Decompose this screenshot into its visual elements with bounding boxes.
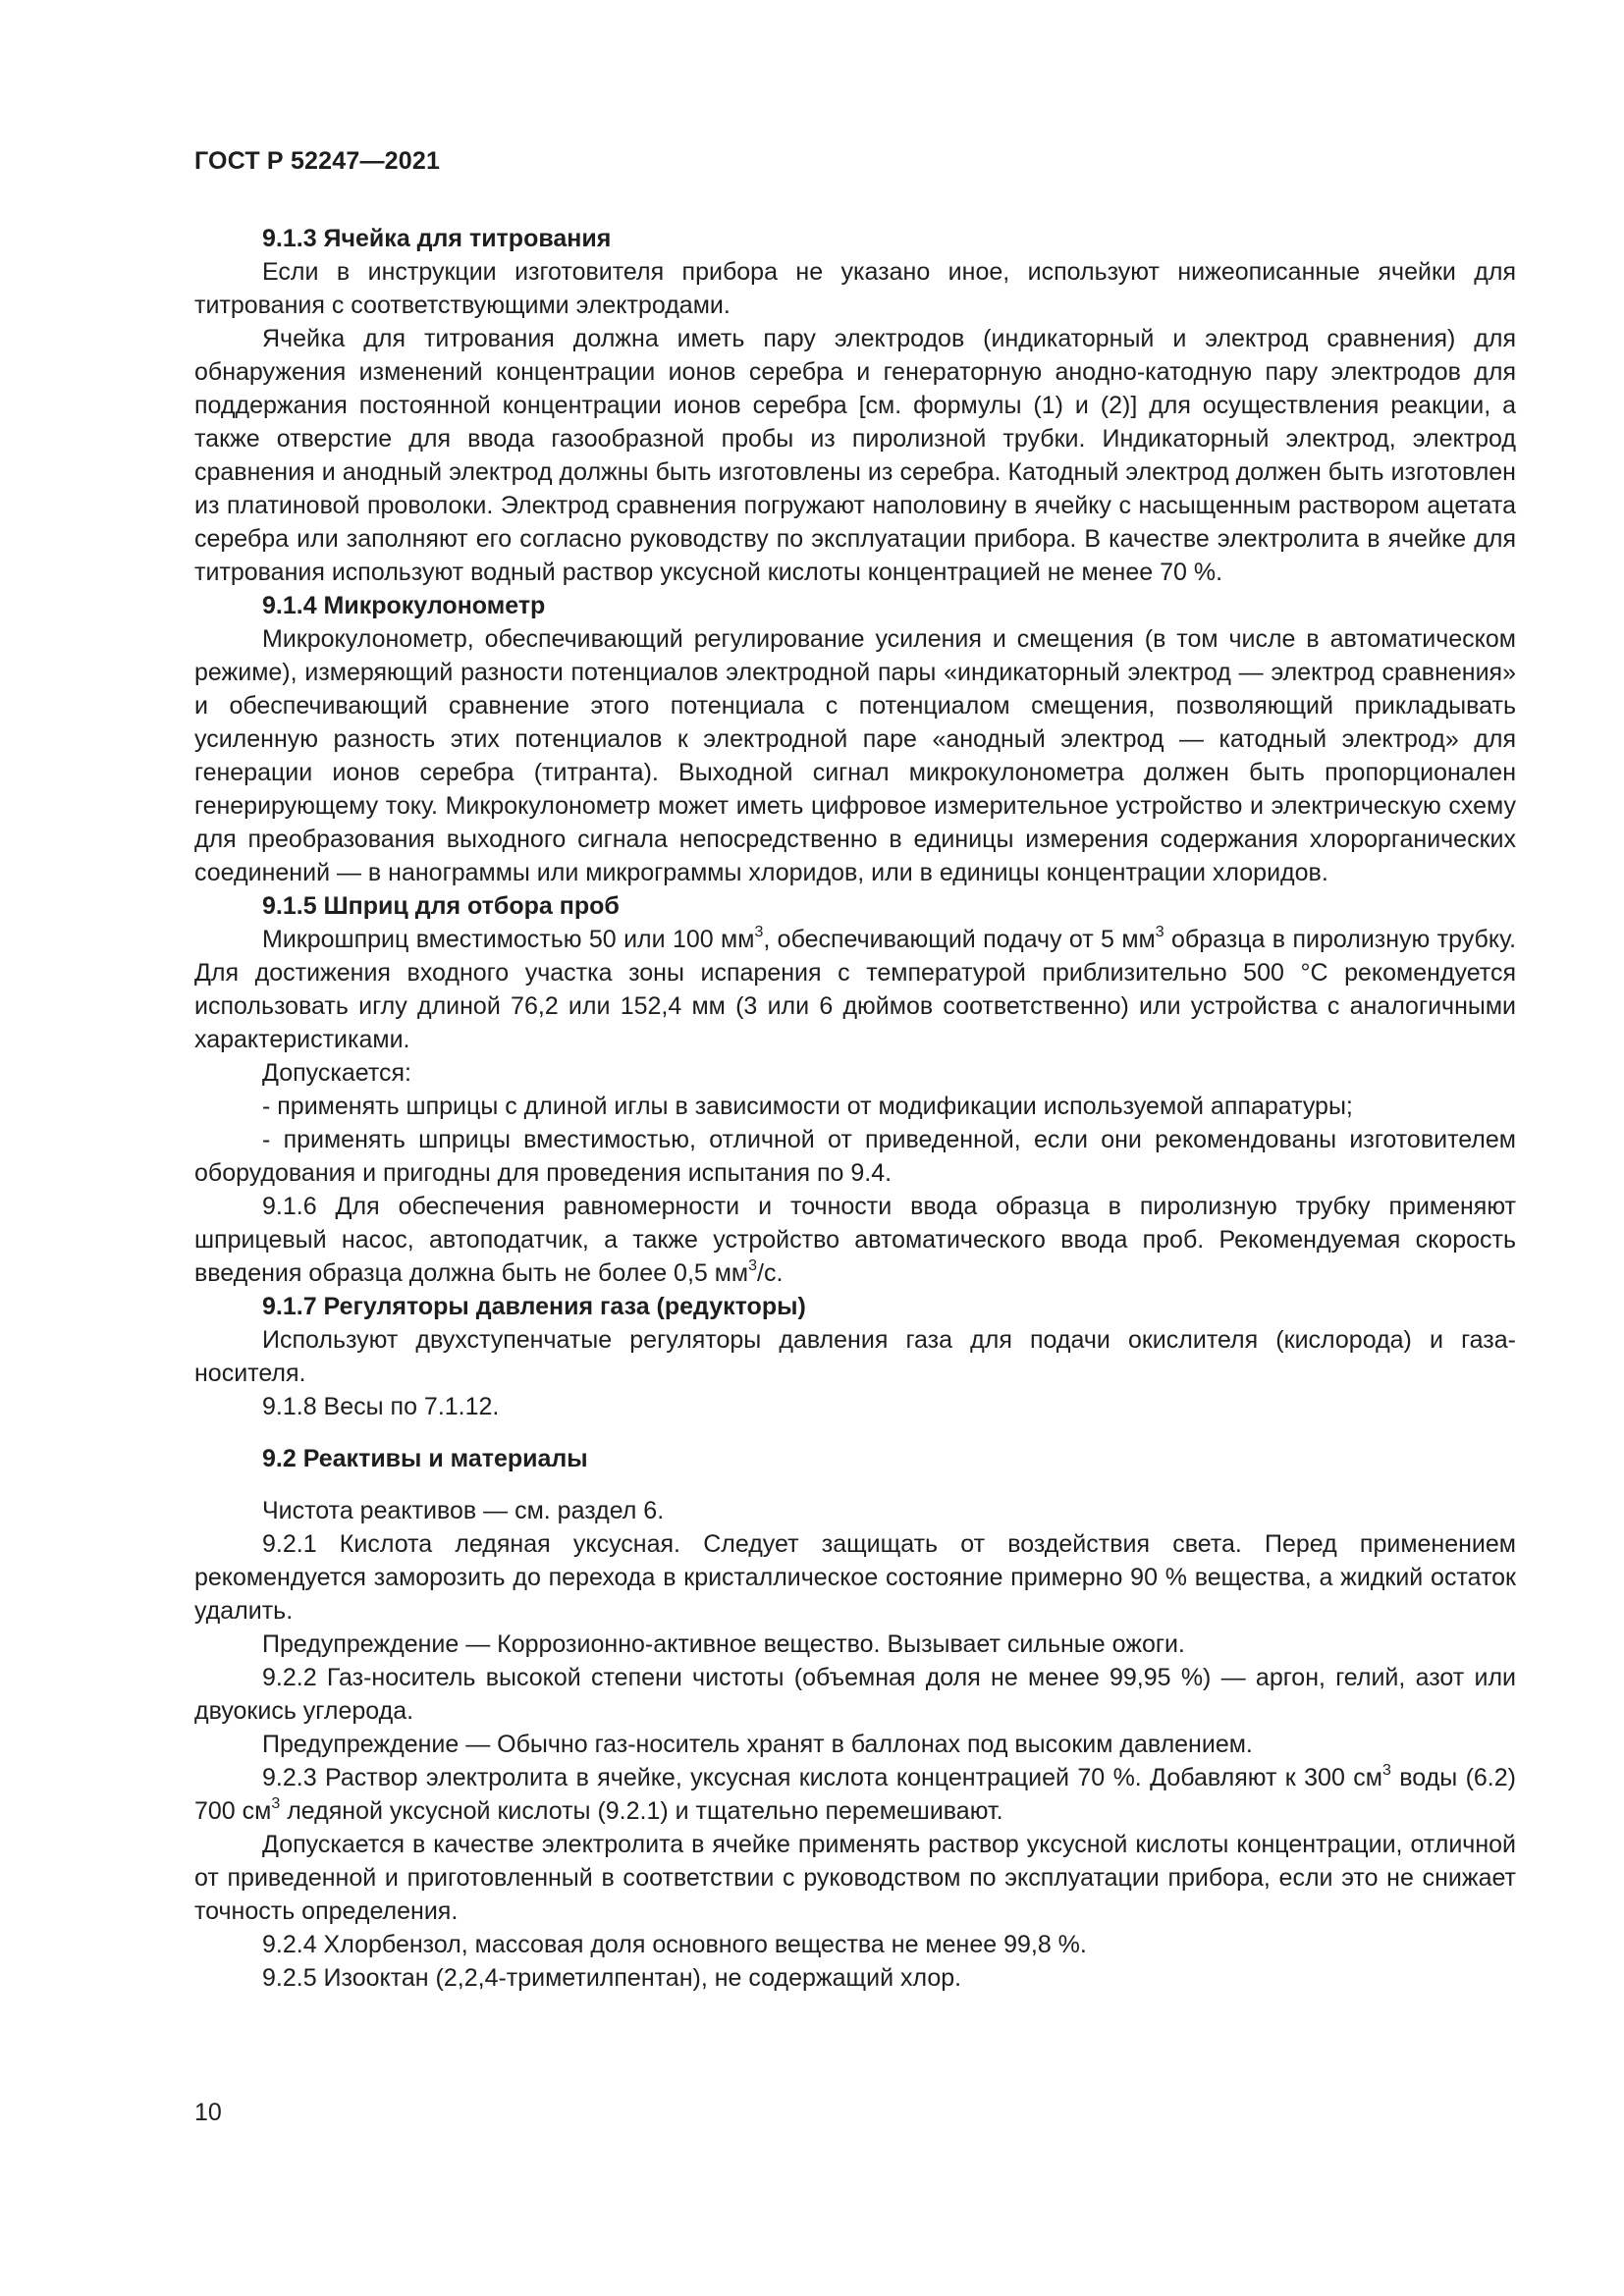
paragraph-9-2-4: 9.2.4 Хлорбензол, массовая доля основного вещества не менее 99,8 %. bbox=[262, 1931, 1087, 1958]
paragraph-9-1-6: 9.1.6 Для обеспечения равномерности и точности ввода образца в пиролизную трубку применяют шприцевый насос, автоподатчик, а также устройство автоматического ввода проб. Рекомендуемая скорость введения образца должна быть не более 0,5 $мм^3/с$. bbox=[194, 1193, 1516, 1287]
paragraph: Используют двухступенчатые регуляторы давления газа для подачи окислителя (кислорода) и газа-носителя. bbox=[194, 1326, 1516, 1387]
paragraph: Если в инструкции изготовителя прибора не указано иное, используют нижеописанные ячейки для титрования с соответствующими электродами. bbox=[194, 258, 1516, 319]
paragraph-9-2-2: 9.2.2 Газ-носитель высокой степени чистоты (объемная доля не менее 99,95 %) — аргон, гелий, азот или двуокись углерода. bbox=[194, 1664, 1516, 1725]
list-item: - применять шприцы вместимостью, отличной от приведенной, если они рекомендованы изготовителем оборудования и пригодны для проведения испытания по 9.4. bbox=[194, 1126, 1516, 1187]
paragraph: Допускается: bbox=[262, 1059, 411, 1087]
section-heading-9-1-5: 9.1.5 Шприц для отбора проб bbox=[262, 892, 620, 920]
paragraph: Ячейка для титрования должна иметь пару электродов (индикаторный и электрод сравнения) для обнаружения изменений концентрации ионов серебра и генераторную анодно-катодную пару электродов для поддержания постоянной концентрации ионов серебра [см. формулы (1) и (2)] для осуществления реакции, а также отверстие для ввода газообразной пробы из пиролизной трубки. Индикаторный электрод, электрод сравнения и анодный электрод должны быть изготовлены из серебра. Катодный электрод должен быть изготовлен из платиновой проволоки. Электрод сравнения погружают наполовину в ячейку с насыщенным раствором ацетата серебра или заполняют его согласно руководству по эксплуатации прибора. В качестве электролита в ячейке для титрования используют водный раствор уксусной кислоты концентрацией не менее 70 %. bbox=[194, 325, 1516, 586]
page-number: 10 bbox=[194, 2099, 222, 2126]
section-heading-9-2: 9.2 Реактивы и материалы bbox=[262, 1445, 588, 1472]
section-heading-9-1-4: 9.1.4 Микрокулонометр bbox=[262, 592, 546, 619]
paragraph-9-1-8: 9.1.8 Весы по 7.1.12. bbox=[262, 1393, 500, 1420]
warning-text: Предупреждение — Обычно газ-носитель хранят в баллонах под высоким давлением. bbox=[262, 1731, 1253, 1758]
paragraph-9-2-5: 9.2.5 Изооктан (2,2,4-триметилпентан), не содержащий хлор. bbox=[262, 1964, 962, 1992]
paragraph-9-2-1: 9.2.1 Кислота ледяная уксусная. Следует защищать от воздействия света. Перед применением рекомендуется заморозить до перехода в кристаллическое состояние примерно 90 % вещества, а жидкий остаток удалить. bbox=[194, 1530, 1516, 1625]
section-heading-9-1-7: 9.1.7 Регуляторы давления газа (редукторы) bbox=[262, 1293, 806, 1320]
paragraph-9-2-3: 9.2.3 Раствор электролита в ячейке, уксусная кислота концентрацией 70 %. Добавляют к 300 $см^3$ воды (6.2) 700 $см^3$ ледяной уксусной кислоты (9.2.1) и тщательно перемешивают. bbox=[194, 1761, 1516, 1825]
list-item: - применять шприцы с длиной иглы в зависимости от модификации используемой аппаратуры; bbox=[262, 1093, 1353, 1120]
document-body bbox=[194, 222, 1516, 1995]
paragraph: Микрошприц вместимостью 50 или 100 $мм^3$, обеспечивающий подачу от 5 $мм^3$ образца в пиролизную трубку. Для достижения входного участка зоны испарения с температурой приблизительно 500 °С рекомендуется использовать иглу длиной 76,2 или 152,4 мм (3 или 6 дюймов соответственно) или устройства с аналогичными характеристиками. bbox=[194, 923, 1517, 1053]
section-heading-9-1-3: 9.1.3 Ячейка для титрования bbox=[262, 225, 612, 252]
paragraph: Микрокулонометр, обеспечивающий регулирование усиления и смещения (в том числе в автоматическом режиме), измеряющий разности потенциалов электродной пары «индикаторный электрод — электрод сравнения» и обеспечивающий сравнение этого потенциала с потенциалом смещения, позволяющий прикладывать усиленную разность этих потенциалов к электродной паре «анодный электрод — катодный электрод» для генерации ионов серебра (титранта). Выходной сигнал микрокулонометра должен быть пропорционален генерирующему току. Микрокулонометр может иметь цифровое измерительное устройство и электрическую схему для преобразования выходного сигнала непосредственно в единицы измерения содержания хлорорганических соединений — в нанограммы или микрограммы хлоридов, или в единицы концентрации хлоридов. bbox=[194, 625, 1516, 886]
warning-text: Предупреждение — Коррозионно-активное вещество. Вызывает сильные ожоги. bbox=[262, 1630, 1185, 1658]
paragraph: Чистота реактивов — см. раздел 6. bbox=[262, 1497, 665, 1524]
document-header: ГОСТ Р 52247—2021 bbox=[194, 147, 441, 175]
paragraph: Допускается в качестве электролита в ячейке применять раствор уксусной кислоты концентрации, отличной от приведенной и приготовленный в соответствии с руководством по эксплуатации прибора, если это не снижает точность определения. bbox=[194, 1831, 1516, 1925]
